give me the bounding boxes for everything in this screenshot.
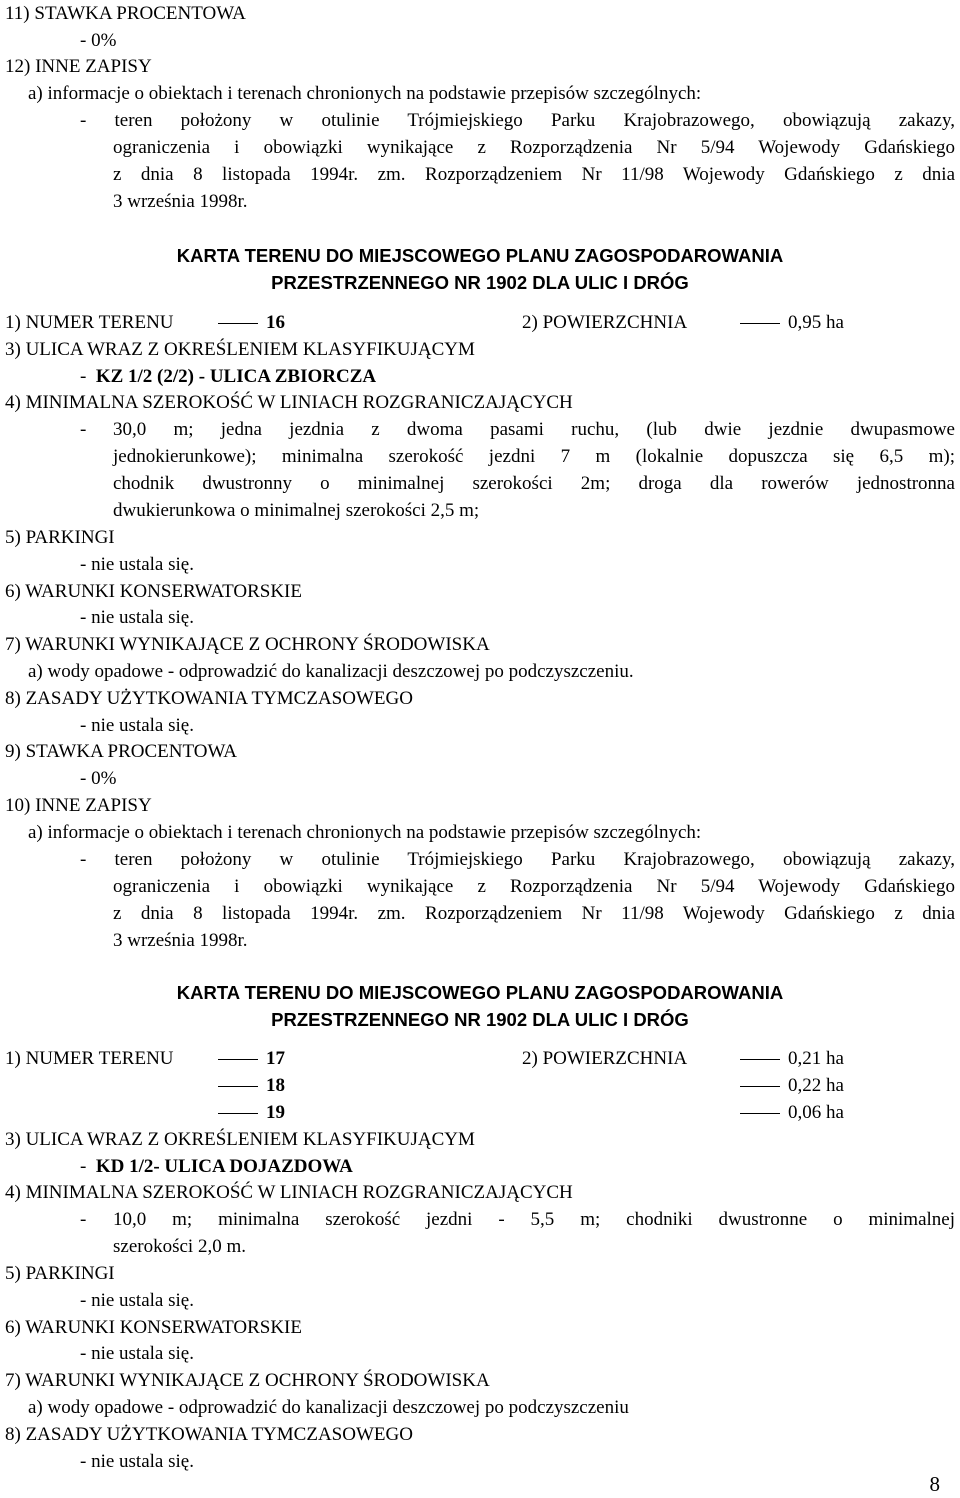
card2-s2-value-3: 0,06 ha bbox=[740, 1102, 844, 1124]
card2-s5-heading: 5) PARKINGI bbox=[5, 1263, 115, 1284]
card2-s6-value: - nie ustala się. bbox=[80, 1343, 194, 1364]
dash-bar bbox=[218, 1086, 258, 1087]
card1-s7-heading: 7) WARUNKI WYNIKAJĄCE Z OCHRONY ŚRODOWISKA bbox=[5, 634, 490, 655]
section-12-text-line3: z dnia 8 listopada 1994r. zm. Rozporządzeniem Nr 11/98 Wojewody Gdańskiego z dnia bbox=[113, 164, 955, 185]
dash-bar bbox=[740, 323, 780, 324]
card1-s2-value: 0,95 ha bbox=[740, 312, 844, 334]
card2-s4-heading: 4) MINIMALNA SZEROKOŚĆ W LINIACH ROZGRANICZAJĄCYCH bbox=[5, 1182, 573, 1203]
dash-bar bbox=[740, 1086, 780, 1087]
section-11-heading: 11) STAWKA PROCENTOWA bbox=[5, 3, 246, 24]
page-number: 8 bbox=[929, 1472, 940, 1496]
card2-s7-value: a) wody opadowe - odprowadzić do kanalizacji deszczowej po podczyszczeniu bbox=[28, 1397, 629, 1418]
dash-bar bbox=[740, 1059, 780, 1060]
card2-title-line1: KARTA TERENU DO MIEJSCOWEGO PLANU ZAGOSPODAROWANIA bbox=[176, 982, 784, 1003]
dash-bar bbox=[218, 323, 258, 324]
card1-s3-value: - KZ 1/2 (2/2) - ULICA ZBIORCZA bbox=[80, 366, 377, 387]
section-12-text-line4: 3 września 1998r. bbox=[113, 191, 248, 212]
card2-title-line2: PRZESTRZENNEGO NR 1902 DLA ULIC I DRÓG bbox=[271, 1009, 689, 1030]
card2-s4-line1: 10,0 m; minimalna szerokość jezdni - 5,5 m; chodniki dwustronne o minimalnej bbox=[113, 1209, 955, 1230]
card1-s10-line2: ograniczenia i obowiązki wynikające z Rozporządzenia Nr 5/94 Wojewody Gdańskiego bbox=[113, 876, 955, 897]
card1-s6-value: - nie ustala się. bbox=[80, 607, 194, 628]
dash-bar bbox=[218, 1059, 258, 1060]
card2-s4-dash: - bbox=[80, 1209, 87, 1230]
dash-bar bbox=[740, 1113, 780, 1114]
card1-s3-heading: 3) ULICA WRAZ Z OKREŚLENIEM KLASYFIKUJĄCYM bbox=[5, 339, 475, 360]
card2-s1-value-3: 19 bbox=[218, 1102, 285, 1124]
card1-title-line1: KARTA TERENU DO MIEJSCOWEGO PLANU ZAGOSPODAROWANIA bbox=[176, 245, 784, 266]
card1-s4-dash: - bbox=[80, 419, 87, 440]
card2-s8-value: - nie ustala się. bbox=[80, 1451, 194, 1472]
card1-title-line2: PRZESTRZENNEGO NR 1902 DLA ULIC I DRÓG bbox=[271, 272, 689, 293]
card2-s3-value: - KD 1/2- ULICA DOJAZDOWA bbox=[80, 1156, 353, 1177]
card1-s10-line3: z dnia 8 listopada 1994r. zm. Rozporządzeniem Nr 11/98 Wojewody Gdańskiego z dnia bbox=[113, 903, 955, 924]
card1-s10-item-a: a) informacje o obiektach i terenach chronionych na podstawie przepisów szczególnych: bbox=[28, 822, 702, 843]
section-12-heading: 12) INNE ZAPISY bbox=[5, 56, 152, 77]
card1-s4-line1: 30,0 m; jedna jezdnia z dwoma pasami ruchu, (lub dwie jezdnie dwupasmowe bbox=[113, 419, 955, 440]
section-12-text-line2: ograniczenia i obowiązki wynikające z Rozporządzenia Nr 5/94 Wojewody Gdańskiego bbox=[113, 137, 955, 158]
card2-s6-heading: 6) WARUNKI KONSERWATORSKIE bbox=[5, 1317, 302, 1338]
card1-s8-heading: 8) ZASADY UŻYTKOWANIA TYMCZASOWEGO bbox=[5, 688, 413, 709]
card1-s5-heading: 5) PARKINGI bbox=[5, 527, 115, 548]
card1-s1-value: 16 bbox=[218, 312, 285, 334]
card1-s4-heading: 4) MINIMALNA SZEROKOŚĆ W LINIACH ROZGRANICZAJĄCYCH bbox=[5, 392, 573, 413]
card1-s7-value: a) wody opadowe - odprowadzić do kanalizacji deszczowej po podczyszczeniu. bbox=[28, 661, 634, 682]
card2-s8-heading: 8) ZASADY UŻYTKOWANIA TYMCZASOWEGO bbox=[5, 1424, 413, 1445]
card1-s1-label: 1) NUMER TERENU bbox=[5, 312, 174, 333]
card2-s2-label: 2) POWIERZCHNIA bbox=[522, 1048, 688, 1069]
section-12-item-a: a) informacje o obiektach i terenach chronionych na podstawie przepisów szczególnych: bbox=[28, 83, 702, 104]
card2-s7-heading: 7) WARUNKI WYNIKAJĄCE Z OCHRONY ŚRODOWISKA bbox=[5, 1370, 490, 1391]
card2-s4-line2: szerokości 2,0 m. bbox=[113, 1236, 246, 1257]
card1-s9-value: - 0% bbox=[80, 768, 117, 789]
card1-s4-line3: chodnik dwustronny o minimalnej szerokości 2m; droga dla rowerów jednostronna bbox=[113, 473, 955, 494]
card1-s4-line2: jednokierunkowe); minimalna szerokość jezdni 7 m (lokalnie dopuszcza się 6,5 m); bbox=[113, 446, 955, 467]
card1-s2-label: 2) POWIERZCHNIA bbox=[522, 312, 688, 333]
card1-s9-heading: 9) STAWKA PROCENTOWA bbox=[5, 741, 237, 762]
card1-s8-value: - nie ustala się. bbox=[80, 715, 194, 736]
card1-s5-value: - nie ustala się. bbox=[80, 554, 194, 575]
dash-bar bbox=[218, 1113, 258, 1114]
section-11-value: - 0% bbox=[80, 30, 117, 51]
card1-s4-line4: dwukierunkowa o minimalnej szerokości 2,5 m; bbox=[113, 500, 480, 521]
card1-s6-heading: 6) WARUNKI KONSERWATORSKIE bbox=[5, 581, 302, 602]
card2-s2-value-2: 0,22 ha bbox=[740, 1075, 844, 1097]
card2-s3-heading: 3) ULICA WRAZ Z OKREŚLENIEM KLASYFIKUJĄCYM bbox=[5, 1129, 475, 1150]
card1-s10-line1: - teren położony w otulinie Trójmiejskiego Parku Krajobrazowego, obowiązują zakazy, bbox=[80, 849, 955, 870]
card2-s5-value: - nie ustala się. bbox=[80, 1290, 194, 1311]
card2-s1-value-1: 17 bbox=[218, 1048, 285, 1070]
card2-s1-label: 1) NUMER TERENU bbox=[5, 1048, 174, 1069]
section-12-text-line1: - teren położony w otulinie Trójmiejskiego Parku Krajobrazowego, obowiązują zakazy, bbox=[80, 110, 955, 131]
card1-s10-line4: 3 września 1998r. bbox=[113, 930, 248, 951]
card2-s1-value-2: 18 bbox=[218, 1075, 285, 1097]
card1-s10-heading: 10) INNE ZAPISY bbox=[5, 795, 152, 816]
card2-s2-value-1: 0,21 ha bbox=[740, 1048, 844, 1070]
